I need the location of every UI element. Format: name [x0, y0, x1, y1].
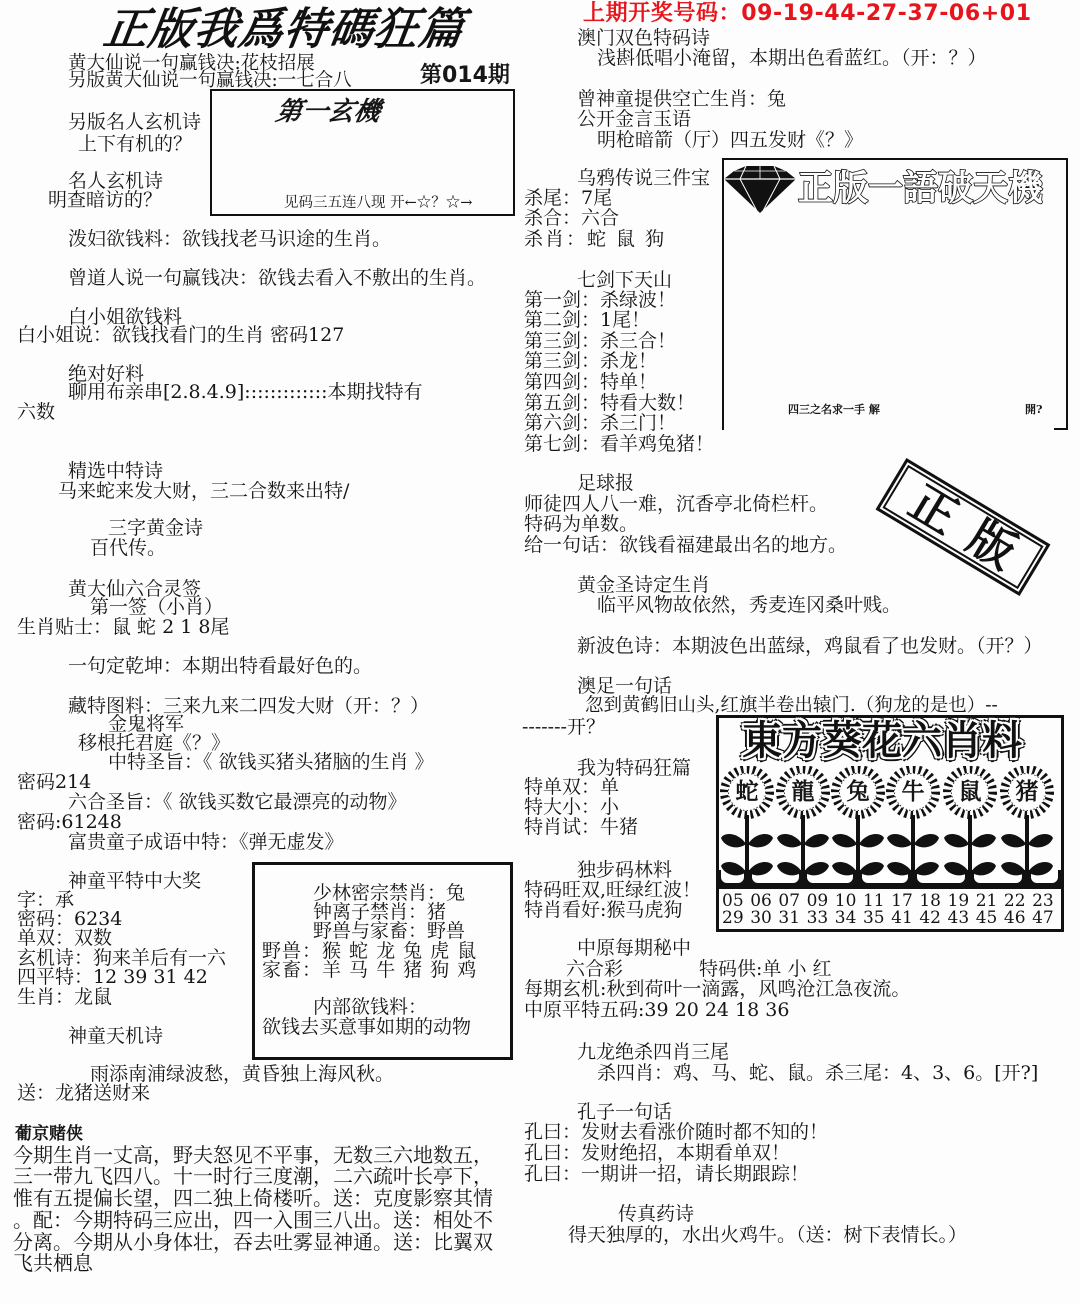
decree-1-code: 密码214 [17, 771, 92, 793]
confucius-line: 孔曰：发财去看涨价随时都不知的！ [524, 1121, 829, 1143]
miss-bai-text: 白小姐说：欲钱找看门的生肖 密码127 [17, 324, 345, 346]
sunflower-icon [885, 766, 941, 888]
stamp-text: 正版 [900, 474, 1045, 591]
number-cell: 41 [891, 908, 913, 928]
special-code-line: 特肖试：牛猪 [524, 816, 639, 838]
oracle-lot-title: 黄大仙六合灵签 [68, 578, 202, 600]
golden-zodiac-poem-title: 黄金圣诗定生肖 [577, 574, 711, 596]
zhongyuan-lottery: 六合彩 [566, 958, 624, 980]
best-tip-title: 绝对好料 [68, 363, 145, 385]
special-code-title: 我为特码狂篇 [577, 757, 692, 779]
solo-code-line: 特码旺双,旺绿红波！ [524, 879, 702, 901]
special-code-line: 特大小：小 [524, 796, 620, 818]
golden-words-title: 公开金言玉语 [577, 108, 692, 130]
prodigy-prize-line: 生肖：龙鼠 [17, 986, 113, 1008]
prodigy-prize-line: 单双：双数 [17, 927, 113, 949]
seven-swords-line: 第六剑：杀三门！ [524, 412, 677, 434]
seven-swords-line: 第五剑：特看大数！ [524, 392, 696, 414]
prodigy-prize-line: 四平特：12 39 31 42 [17, 966, 208, 988]
sun flower-icon [999, 766, 1055, 888]
shaolin-line: 钟离子禁肖：猪 [313, 901, 447, 923]
sunflower-icon [942, 766, 998, 888]
shaolin-inside-text: 欲钱去买意事如期的动物 [262, 1016, 472, 1038]
diamond-icon [724, 165, 796, 213]
one-word-box-footer-right: 開? [1025, 403, 1043, 416]
macau-soccer-title: 澳足一句话 [577, 675, 673, 697]
macau-color-poem-title: 澳门双色特码诗 [577, 27, 711, 49]
number-cell: 17 [891, 891, 913, 911]
football-news-title: 足球报 [577, 472, 635, 494]
number-cell: 42 [919, 908, 941, 928]
solo-code-title: 独步码林料 [577, 859, 673, 881]
seven-swords-line: 第三剑：杀三合！ [524, 330, 677, 352]
seven-swords-line: 第四剑：特单！ [524, 371, 658, 393]
huang-daxian-line-2: 另版黄大仙说一句赢钱决:一七合八 [68, 70, 352, 91]
number-cell: 43 [947, 908, 970, 928]
box-corner-bracket [1054, 428, 1068, 430]
best-tip-line: 聊用布亲串[2.8.4.9]:::::::::::::本期找特有 [68, 381, 423, 403]
decree-2-code: 密码:61248 [17, 811, 122, 833]
last-draw-numbers: 09-19-44-27-37-06+01 [741, 1, 1032, 26]
number-cell: 11 [862, 891, 885, 911]
sunflower-icon [775, 766, 831, 888]
confucius-line: 孔曰：发财绝招，本期看单双！ [524, 1142, 791, 1164]
zhongyuan-five-codes: 中原平特五码:39 20 24 18 36 [524, 999, 790, 1021]
lisboa-gambler-line: 飞共栖息 [13, 1251, 93, 1275]
hidden-picture-general: 金鬼将军 [108, 713, 185, 735]
number-cell: 23 [1032, 891, 1054, 911]
prodigy-prize-line: 密码：6234 [17, 908, 123, 930]
prodigy-poem-send: 送：龙猪送财来 [17, 1082, 151, 1104]
lisboa-gambler-line: 。配：今期特码三应出，四一入围三八出。送：相处不 [13, 1208, 493, 1232]
zeng-daoren-tip: 曾道人说一句赢钱决：欲钱去看入不敷出的生肖。 [68, 267, 487, 289]
zodiac-number-grid [722, 893, 1062, 927]
number-cell: 19 [947, 891, 970, 911]
number-cell: 34 [834, 908, 857, 928]
number-cell: 09 [806, 891, 829, 911]
prodigy-prize-title: 神童平特中大奖 [68, 870, 202, 892]
hidden-picture-verse: 移根托君庭《？》 [78, 732, 231, 754]
zodiac-char: 牛 [901, 779, 925, 805]
number-cell: 22 [1003, 891, 1026, 911]
shaolin-line: 少林密宗禁肖：兔 [313, 882, 466, 904]
football-news-line: 特码为单数。 [524, 513, 639, 535]
one-word-box-footer-left: 四三之名求一手 解 [788, 403, 880, 416]
crow-treasures-title: 乌鸦传说三件宝 [577, 167, 711, 189]
number-cell: 07 [778, 891, 801, 911]
number-cell: 30 [750, 908, 772, 928]
lisboa-gambler-line: 惟有五提偏长望，四二独上倚楼听。送：克度影察其情 [13, 1186, 493, 1210]
crow-treasures-line: 杀合：六合 [524, 207, 620, 229]
zodiac-char: 龍 [791, 779, 815, 805]
zodiac-char: 猪 [1015, 779, 1039, 805]
shaolin-line: 家畜：羊 马 牛 猪 狗 鸡 [262, 959, 478, 981]
prodigy-prize-line: 玄机诗：狗来羊后有一六 [17, 947, 227, 969]
lisboa-gambler-line: 今期生肖一丈高，野夫怒见不平事，无数三六地数五， [13, 1143, 493, 1167]
number-cell: 47 [1032, 908, 1054, 928]
decree-1-text: 中特圣旨：《 欲钱买猪头猪脑的生肖 》 [108, 751, 434, 773]
shaolin-line: 野兽与家畜：野兽 [313, 920, 466, 942]
seven-swords-line: 第七剑：看羊鸡兔猪！ [524, 433, 715, 455]
one-line-verdict: 一句定乾坤：本期出特看最好色的。 [68, 655, 373, 677]
zodiac-char: 鼠 [958, 779, 982, 805]
sunflower-icon [830, 766, 886, 888]
football-news-line: 师徒四人八一难，沉香亭北倚栏杆。 [524, 493, 829, 515]
celebrity-poem-title: 名人玄机诗 [68, 170, 164, 192]
alt-celebrity-poem-title: 另版名人玄机诗 [68, 111, 202, 133]
special-code-line: 特单双：单 [524, 776, 620, 798]
decree-2-text: 六合圣旨：《 欲钱买数它最漂亮的动物》 [68, 791, 407, 813]
lisboa-gambler-line: 分离。今期从小身体壮，吞去吐雾显神通。送：比翼双 [13, 1230, 493, 1254]
seven-swords-line: 第一剑：杀绿波！ [524, 289, 677, 311]
last-draw-results [583, 2, 1032, 26]
crow-treasures-line: 杀尾：7尾 [524, 187, 613, 209]
seven-swords-title: 七剑下天山 [577, 269, 673, 291]
number-cell: 31 [778, 908, 801, 928]
oracle-lot-number: 第一签（小肖） [90, 596, 224, 618]
nine-dragons-text: 杀四肖：鸡、马、蛇、鼠。杀三尾：4、3、6。[开?] [597, 1062, 1039, 1084]
lisboa-gambler-line: 三一带九飞四八。十一时行三度潮，二六疏叶长亭下， [13, 1164, 493, 1188]
number-cell: 29 [722, 908, 744, 928]
number-cell: 21 [975, 891, 998, 911]
selected-poem-text: 马来蛇来发大财，三二合数来出特/ [58, 480, 350, 502]
three-char-poem-text: 百代传。 [90, 537, 167, 559]
seven-swords-line: 第二剑：1尾！ [524, 309, 651, 331]
three-char-poem-title: 三字黄金诗 [108, 517, 204, 539]
zeng-prodigy-tip: 曾神童提供空亡生肖：兔 [577, 88, 787, 110]
shrew-tip: 泼妇欲钱料：欲钱找老马识途的生肖。 [68, 228, 392, 250]
best-tip-line: 六数 [17, 401, 56, 423]
issue-number: 第014期 [420, 63, 510, 88]
confucius-line: 孔曰：一期讲一招，请长期跟踪！ [524, 1163, 810, 1185]
crow-treasures-line: 杀肖：蛇 鼠 狗 [524, 228, 667, 250]
lisboa-gambler-title: 葡京赌侠 [15, 1124, 83, 1144]
celebrity-poem-text: 明查暗访的？ [48, 189, 163, 211]
macau-soccer-line: 忽到黄鹤旧山头,红旗半卷出辕门.（狗龙的是也）-- [585, 695, 998, 716]
zhongyuan-title: 中原每期秘中 [577, 937, 692, 959]
miss-bai-title: 白小姐欲钱料 [68, 306, 183, 328]
selected-poem-title: 精选中特诗 [68, 460, 164, 482]
genuine-edition-stamp [876, 458, 1051, 596]
last-draw-label: 上期开奖号码： [583, 1, 742, 26]
xuanji-box-title: 第一玄機 [273, 97, 383, 127]
fax-poem-text: 得天独厚的，水出火鸡牛。（送：树下表情长。） [568, 1224, 968, 1246]
hidden-picture-text: 藏特图料：三来九来二四发大财（开：？） [68, 695, 430, 717]
zodiac-char: 兔 [846, 779, 870, 805]
huang-daxian-line-1: 黄大仙说一句赢钱决:花枝招展 [68, 53, 315, 74]
zhongyuan-mystery: 每期玄机:秋到荷叶一滴露，风鸣沧江急夜流。 [524, 978, 911, 1000]
masthead-title: 正版我爲特碼狂篇 [100, 4, 468, 55]
fax-poem-title: 传真药诗 [618, 1203, 695, 1225]
shaolin-line: 野兽：猴 蛇 龙 兔 虎 鼠 [262, 940, 478, 962]
new-wave-poem: 新波色诗：本期波色出蓝绿，鸡鼠看了也发财。（开？） [577, 635, 1043, 657]
golden-zodiac-poem-text: 临平风物故依然，秀麦连冈桑叶贱。 [597, 594, 902, 616]
prodigy-poem-text: 雨添南浦绿波愁，黄昏独上海风秋。 [90, 1063, 395, 1085]
macau-color-poem-text: 浅斟低唱小淹留，本期出色看蓝红。（开：？） [597, 47, 987, 69]
xuanji-box [210, 89, 515, 216]
number-cell: 18 [919, 891, 941, 911]
zodiac-char: 蛇 [735, 779, 759, 805]
sunflower-box-title: 東方葵花六肖料 [742, 718, 1022, 764]
number-strip-divider [716, 886, 1064, 889]
alt-celebrity-poem-text: 上下有机的？ [78, 133, 193, 155]
macau-soccer-line: -------开？ [522, 716, 605, 738]
number-cell: 06 [750, 891, 772, 911]
sunflower-icon [719, 766, 775, 888]
prodigy-poem-title: 神童天机诗 [68, 1025, 164, 1047]
number-cell: 05 [722, 891, 744, 911]
solo-code-line: 特肖看好:猴马虎狗 [524, 899, 683, 921]
number-cell: 45 [975, 908, 998, 928]
one-word-box-title: 正版一語破天機 [798, 168, 1044, 209]
number-cell: 33 [806, 908, 829, 928]
oracle-lot-tip: 生肖贴士：鼠 蛇 2 1 8尾 [17, 616, 230, 638]
nine-dragons-title: 九龙绝杀四肖三尾 [577, 1041, 730, 1063]
shaolin-inside-title: 内部欲钱料： [313, 996, 428, 1018]
zhongyuan-special: 特码供:单 小 红 [699, 958, 832, 980]
idiom-tip: 富贵童子成语中特：《弹无虚发》 [68, 831, 344, 853]
number-cell: 10 [834, 891, 857, 911]
number-cell: 35 [862, 908, 885, 928]
confucius-title: 孔子一句话 [577, 1101, 673, 1123]
golden-words-text: 明枪暗箭（厅）四五发财《？》 [597, 129, 864, 151]
xuanji-box-footer: 见码三五连八现 开←☆？☆→ [284, 195, 473, 211]
prodigy-prize-line: 字：承 [17, 889, 75, 911]
football-news-line: 给一句话：欲钱看福建最出名的地方。 [524, 534, 848, 556]
seven-swords-line: 第三剑：杀龙！ [524, 350, 658, 372]
number-cell: 46 [1003, 908, 1026, 928]
